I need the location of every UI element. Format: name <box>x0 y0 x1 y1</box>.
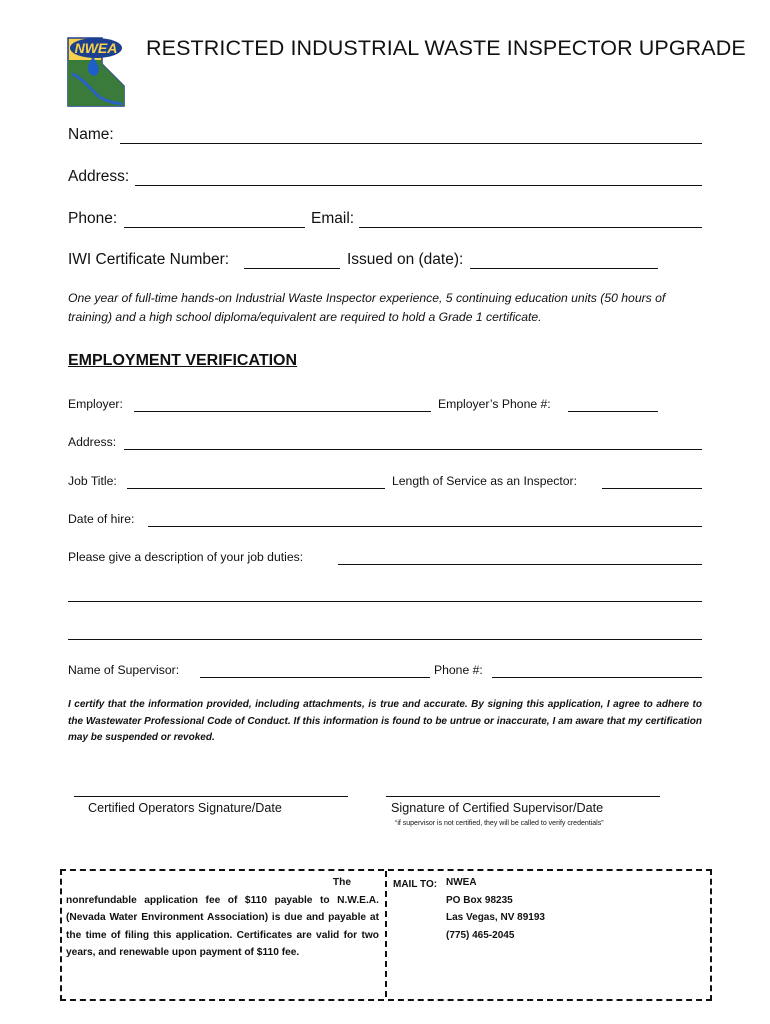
mail-line-phone: (775) 465-2045 <box>446 929 515 941</box>
nwea-logo <box>66 34 126 108</box>
name-field[interactable] <box>120 130 702 144</box>
date-hire-field[interactable] <box>148 513 702 527</box>
issued-field[interactable] <box>470 255 658 269</box>
supervisor-signature-label: Signature of Certified Supervisor/Date <box>391 801 604 815</box>
name-label: Name: <box>68 126 114 143</box>
mail-line-pobox: PO Box 98235 <box>446 894 513 906</box>
issued-label: Issued on (date): <box>347 251 464 268</box>
address-row <box>68 168 129 186</box>
date-hire-label: Date of hire: <box>68 512 135 526</box>
supervisor-phone-field[interactable] <box>492 664 702 678</box>
requirement-text: One year of full-time hands-on Industrial Waste Inspector experience, 5 continuing education units (50 hours of training) and a high school diploma/equivalent are required to hold a Grade 1 certificate. <box>68 291 666 324</box>
address-field[interactable] <box>135 172 702 186</box>
supervisor-note: “if supervisor is not certified, they will be called to verify credentials” <box>395 820 604 827</box>
length-label: Length of Service as an Inspector: <box>392 474 577 488</box>
fee-text-body: nonrefundable application fee of $110 payable to N.W.E.A. (Nevada Water Environment Association) is due and payable at the time of filing this application. Certificates are valid for two years, and renewable upon payment of $110 fee. <box>66 894 379 959</box>
mail-address <box>446 874 545 944</box>
fee-box-divider <box>385 871 387 997</box>
name-row <box>68 126 114 144</box>
supervisor-field[interactable] <box>200 664 430 678</box>
operator-signature-line[interactable] <box>74 796 348 797</box>
duties-field-3[interactable] <box>68 626 702 640</box>
issued-row <box>347 251 463 269</box>
mail-line-org: NWEA <box>446 877 477 888</box>
logo-text: NWEA <box>74 40 118 56</box>
job-title-label: Job Title: <box>68 474 117 488</box>
supervisor-phone-label: Phone #: <box>434 663 483 677</box>
iwi-field[interactable] <box>244 255 340 269</box>
supervisor-signature-line[interactable] <box>386 796 660 797</box>
employer-field[interactable] <box>134 398 431 412</box>
mail-line-city: Las Vegas, NV 89193 <box>446 912 545 923</box>
job-title-field[interactable] <box>127 475 385 489</box>
duties-label: Please give a description of your job duties: <box>68 550 304 564</box>
email-row <box>311 210 354 228</box>
fee-text <box>66 874 379 962</box>
mail-to-label: MAIL TO: <box>393 879 438 890</box>
phone-field[interactable] <box>124 214 305 228</box>
employer-label: Employer: <box>68 397 123 411</box>
employer-phone-label: Employer’s Phone #: <box>438 397 551 411</box>
employer-phone-field[interactable] <box>568 398 658 412</box>
employment-address-label: Address: <box>68 435 117 449</box>
address-label: Address: <box>68 168 130 185</box>
phone-label: Phone: <box>68 210 118 227</box>
operator-signature-label: Certified Operators Signature/Date <box>88 801 282 815</box>
page-title: RESTRICTED INDUSTRIAL WASTE INSPECTOR UPGRADE <box>146 36 746 60</box>
iwi-label: IWI Certificate Number: <box>68 251 230 268</box>
iwi-row <box>68 251 229 269</box>
employment-address-field[interactable] <box>124 436 702 450</box>
length-field[interactable] <box>602 475 702 489</box>
phone-row <box>68 210 117 228</box>
email-field[interactable] <box>359 214 702 228</box>
duties-field-1[interactable] <box>338 551 702 565</box>
supervisor-label: Name of Supervisor: <box>68 663 180 677</box>
certify-text: I certify that the information provided, including attachments, is true and accurate. By signing this application, I agree to adhere to the Wastewater Professional Code of Conduct. If this information is found to be untrue or inaccurate, I am aware that my certification may be suspended or revoked. <box>68 699 702 743</box>
email-label: Email: <box>311 210 355 227</box>
employment-heading: EMPLOYMENT VERIFICATION <box>68 352 298 369</box>
fee-text-the: The <box>332 877 351 888</box>
duties-field-2[interactable] <box>68 588 702 602</box>
